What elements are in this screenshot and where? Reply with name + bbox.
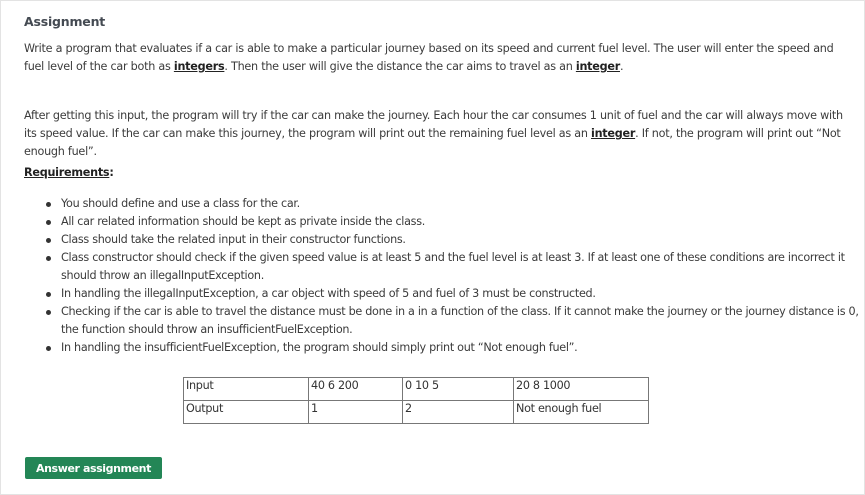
requirements-heading-text: Requirements (24, 166, 110, 179)
requirement-item: You should define and use a class for the car. (61, 195, 861, 213)
table-cell: Not enough fuel (514, 401, 649, 424)
requirement-item: In handling the insufficientFuelException, the program should simply print out “Not enough fuel”. (61, 339, 861, 357)
details-paragraph (24, 107, 852, 161)
table-cell: 1 (309, 401, 403, 424)
table-row-input (184, 378, 649, 401)
requirements-heading-colon: : (109, 166, 114, 179)
intro-bold-integers: integers (173, 60, 225, 73)
table-cell: 40 6 200 (309, 378, 403, 401)
table-cell: 0 10 5 (403, 378, 514, 401)
requirement-item: All car related information should be kept as private inside the class. (61, 213, 861, 231)
table-cell: Input (184, 378, 309, 401)
table-cell: Output (184, 401, 309, 424)
answer-assignment-button[interactable]: Answer assignment (25, 457, 162, 479)
assignment-title: Assignment (24, 14, 106, 29)
details-text-1: After getting this input, the program will try if the car can make the journey. Each hour the car consumes 1 unit of fuel and the car will always move with its speed value. If the car can make this journey, the program will print out the remaining fuel level as an (24, 109, 843, 140)
requirement-item: In handling the illegalInputException, a car object with speed of 5 and fuel of 3 must be constructed. (61, 285, 861, 303)
table-cell: 2 (403, 401, 514, 424)
intro-paragraph (24, 40, 852, 76)
intro-bold-integer: integer (575, 60, 620, 73)
table-row-output (184, 401, 649, 424)
examples-table (183, 377, 649, 424)
table-cell: 20 8 1000 (514, 378, 649, 401)
intro-text-3: . (619, 60, 624, 73)
requirement-item: Checking if the car is able to travel the distance must be done in a in a function of the class. If it cannot make the journey or the journey distance is 0, the function should throw an insufficientFuelException. (61, 303, 861, 339)
requirements-heading (24, 166, 114, 179)
intro-text-1: Write a program that evaluates if a car is able to make a particular journey based on its speed and current fuel level. The user will enter the speed and fuel level of the car both as (24, 42, 834, 73)
requirements-list (24, 195, 861, 357)
intro-text-2: . Then the user will give the distance the car aims to travel as an (224, 60, 576, 73)
requirement-item: Class should take the related input in their constructor functions. (61, 231, 861, 249)
details-text-2: . If not, the program will print out “Not enough fuel”. (24, 127, 841, 158)
requirement-item: Class constructor should check if the given speed value is at least 5 and the fuel level is at least 3. If at least one of these conditions are incorrect it should throw an illegalInputException. (61, 249, 861, 285)
details-bold-integer: integer (591, 127, 636, 140)
